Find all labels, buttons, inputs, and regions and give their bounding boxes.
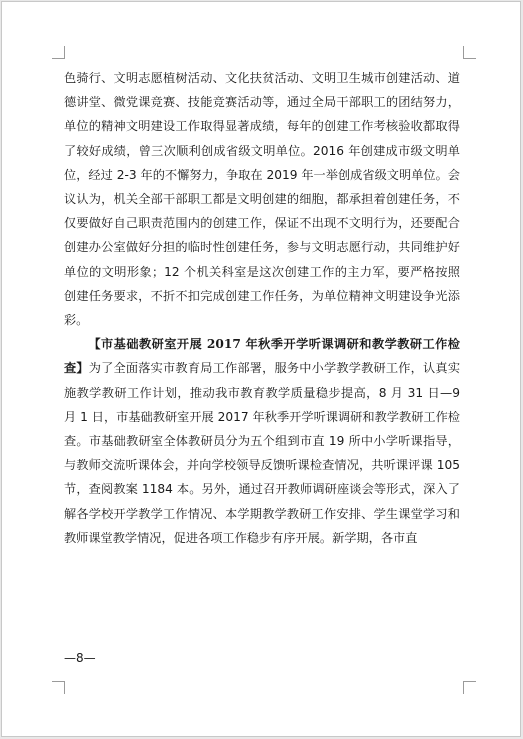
news-item-heading: 【市基础教研室开展 2017 年秋季开学听课调研和教学教研工作检查】 (64, 337, 460, 376)
crop-mark-bottom-right (463, 681, 476, 694)
paragraph-news-item (64, 332, 460, 550)
news-item-body: 为了全面落实市教育局工作部署，服务中小学教学教研工作，认真实施教学教研工作计划，推动我市教育教学质量稳步提高，8 月 31 日—9 月 1 日，市基础教研室开展 2017 年秋季开学听课调研和教学教研工作检查。市基础教研室全体教研员分为五个组到市直 19 所中小学听课指导，与教师交流听课体会，并向学校领导反馈听课检查情况，共听课评课 105 节，查阅教案 1184 本。另外，通过召开教师调研座谈会等形式，深入了解各学校开学教学工作情况、本学期教学教研工作安排、学生课堂学习和教师课堂教学情况，促进各项工作稳步有序开展。新学期，各市直 (64, 361, 461, 545)
crop-mark-top-left (52, 46, 65, 59)
crop-mark-top-right (463, 46, 476, 59)
body-text (64, 66, 460, 550)
crop-mark-bottom-left (52, 681, 65, 694)
page-number: —8— (64, 651, 96, 665)
paragraph-body: 色骑行、文明志愿植树活动、文化扶贫活动、文明卫生城市创建活动、道德讲堂、微党课竞赛、技能竞赛活动等，通过全局干部职工的团结努力，单位的精神文明建设工作取得显著成绩，每年的创建工作考核验收都取得了较好成绩，曾三次顺利创成省级文明单位。2016 年创建成市级文明单位，经过 2-3 年的不懈努力，争取在 2019 年一举创成省级文明单位。会议认为，机关全部干部职工都是文明创建的细胞，都承担着创建任务，不仅要做好自己职责范围内的创建工作，保证不出现不文明行为，还要配合创建办公室做好分担的临时性创建任务，参与文明志愿行动，共同维护好单位的文明形象；12 个机关科室是这次创建工作的主力军，要严格按照创建任务要求，不折不扣完成创建工作任务，为单位精神文明建设争光添彩。 (64, 71, 460, 328)
paragraph-continuation (64, 66, 460, 332)
